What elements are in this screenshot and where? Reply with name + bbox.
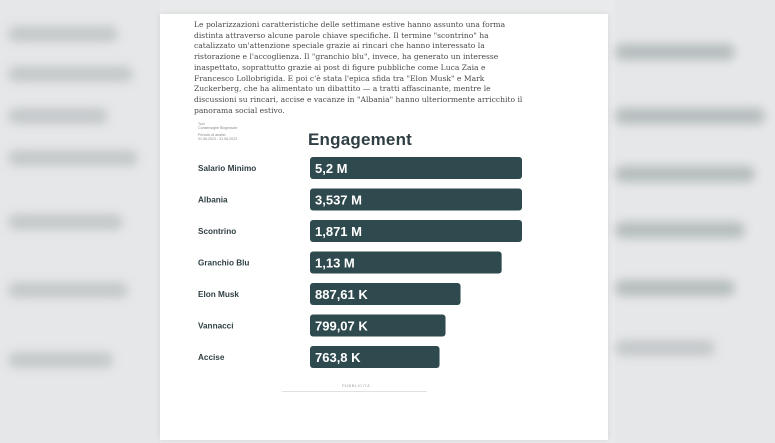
engagement-chart-card — [186, 116, 522, 368]
article-paragraph: Le polarizzazioni caratteristiche delle settimane estive hanno assunto una forma distinta attraverso alcune parole chiave specifiche. Il termine "scontrino" ha catalizzato un'attenzione speciale grazie ai rincari che hanno interessato la ristorazione e l'accoglienza. Il "granchio blu", invece, ha generato un interesse inaspettato, soprattutto grazie ai post di figure pubbliche come Luca Zaia e Francesco Lollobrigida. E poi c'è stata l'epica sfida tra "Elon Musk" e Mark Zuckerberg, che ha alimentato un dibattito — a tratti affascinante, mentre le discussioni su rincari, accise e vacanze in "Albania" hanno ulteriormente arricchito il panorama social estivo. — [194, 20, 523, 115]
category-label: Scontrino — [198, 227, 237, 236]
blurred-line — [8, 26, 118, 42]
period-label: Periodo di analisi — [198, 133, 226, 137]
blurred-line — [8, 282, 128, 298]
blurred-bar — [615, 280, 735, 296]
bar-value-label: 799,07 K — [315, 318, 368, 334]
blurred-line — [8, 352, 113, 368]
category-label: Accise — [198, 353, 225, 362]
footer-divider — [282, 391, 427, 392]
blurred-bar — [615, 166, 755, 182]
category-label: Elon Musk — [198, 290, 239, 299]
blurred-line — [8, 214, 123, 230]
footer-label: PUBBLICITÀ — [342, 383, 371, 388]
blurred-line — [8, 150, 138, 166]
bar-value-label: 5,2 M — [315, 161, 348, 176]
blurred-line — [8, 66, 133, 82]
category-label: Vannacci — [198, 321, 234, 331]
chart-title: Engagement — [308, 130, 413, 149]
category-label: Salario Minimo — [198, 164, 257, 173]
article-page — [160, 14, 608, 440]
blurred-background-right — [615, 0, 775, 443]
blurred-bar — [615, 222, 745, 238]
period-value: 01.06.2023 - 31.08.2023 — [198, 137, 238, 141]
tool-value: Consensighe Blogreader — [198, 126, 238, 130]
blurred-bar — [615, 108, 765, 124]
blurred-background-left — [0, 0, 160, 443]
category-label: Albania — [198, 195, 228, 205]
bar-chart — [186, 116, 522, 368]
bar-value-label: 1,871 M — [315, 224, 362, 239]
bar-value-label: 763,8 K — [315, 350, 361, 365]
blurred-line — [8, 108, 108, 124]
bar-value-label: 1,13 M — [315, 255, 355, 271]
tool-label: Tool — [198, 122, 205, 126]
blurred-bar — [615, 44, 735, 60]
bar-value-label: 887,61 K — [315, 287, 368, 302]
blurred-line — [615, 340, 715, 356]
category-label: Granchio Blu — [198, 258, 250, 268]
bar-value-label: 3,537 M — [315, 192, 362, 208]
